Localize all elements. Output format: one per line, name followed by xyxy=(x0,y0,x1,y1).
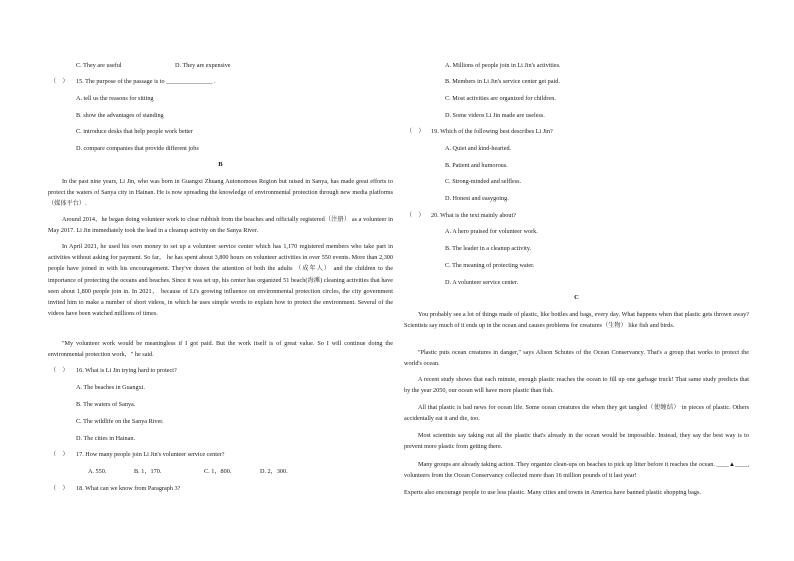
q19-paren: （ ） xyxy=(406,128,425,135)
q18-option-c: C. Most activities are organized for children. xyxy=(445,95,556,102)
q19-option-b: B. Patient and humorous. xyxy=(445,162,508,169)
q19-question: 19. Which of the following best describes Li Jin? xyxy=(431,128,553,135)
q18-option-d: D. Some videos Li Jin made are useless. xyxy=(445,112,545,119)
q14-option-c: C. They are useful xyxy=(76,62,122,69)
q15-option-b: B. show the advantages of standing xyxy=(76,112,164,119)
passage-c-paragraph-7: Experts also encourage people to use less plastic. Many cities and towns in America have banned plastic shopping bags. xyxy=(404,489,701,496)
q16-question: 16. What is Li Jin trying hard to protect? xyxy=(76,367,177,374)
q19-option-a: A. Quiet and kind-hearted. xyxy=(445,145,512,152)
q16-option-d: D. The cities in Hainan. xyxy=(76,435,135,442)
q20-option-a: A. A hero praised for volunteer work. xyxy=(445,228,538,235)
passage-c-paragraph-5: Most scientists say taking out all the plastic that's already in the ocean would be impossible. Instead, they say the best way is to prevent more plastic from getting there. xyxy=(404,432,749,451)
q19-option-d: D. Honest and easygoing. xyxy=(445,195,509,202)
q20-option-b: B. The leader in a cleanup activity. xyxy=(445,245,532,252)
q17-option-a: A. 550. xyxy=(88,468,107,475)
q17-paren: （ ） xyxy=(50,451,69,458)
q18-option-a: A. Millions of people join in Li Jin's activities. xyxy=(445,62,561,69)
q15-option-c: C. introduce desks that help people work better xyxy=(76,128,193,135)
q15-option-a: A. tell us the reasons for sitting xyxy=(76,95,154,102)
q16-option-c: C. The wildlife on the Sanya River. xyxy=(76,418,164,425)
section-c-heading: C xyxy=(574,294,579,301)
passage-b-paragraph-3: In April 2021, he used his own money to set up a volunteer service center which has 1,170 registered members who take part in activities without asking for payment. So far， he has spent about 3,800 hours on volunteer activities in over 550 events. More than 2,300 people have joined in with his encouragement. They've drawn the attention of both the adults （成年人） and the children to the importance of protecting the oceans and beaches. Since it was set up, his center has organized 51 beach(海滩) cleaning activities that have seen about 1,800 people join in. In 2021， because of Li's growing influence on environmental protection circles, the city government invited him to make a number of short videos, in which he uses simple words to explain how to protect the environment. Several of the videos have been watched millions of times. xyxy=(48,243,393,318)
q20-option-d: D. A volunteer service center. xyxy=(445,279,519,286)
q16-option-b: B. The waters of Sanya. xyxy=(76,401,136,408)
q18-option-b: B. Members in Li Jin's service center get paid. xyxy=(445,78,560,85)
q16-option-a: A. The beaches in Guangxi. xyxy=(76,384,145,391)
passage-c-paragraph-1: You probably see a lot of things made of plastic, like bottles and bags, every day. What happens when that plastic gets thrown away? Scientists say much of it ends up in the ocean and causes problems for creatures（生物） like fish and birds. xyxy=(404,311,749,330)
q18-question: 18. What can we know from Paragraph 3? xyxy=(76,485,181,492)
passage-b-paragraph-4: "My volunteer work would be meaningless if I got paid. But the work itself is of great value. So I will continue doing the environmental protection work，" he said. xyxy=(48,340,393,359)
q19-option-c: C. Strong-minded and selfless. xyxy=(445,178,522,185)
passage-c-paragraph-6: Many groups are already taking action. They organize clean-ups on beaches to pick up litter before it reaches the ocean. ____▲____, volunteers from the Ocean Conservancy collected more than 16 million pounds of it last year! xyxy=(404,461,749,480)
q14-option-d: D. They are expensive xyxy=(175,62,231,69)
q15-option-d: D. compare companies that provide different jobs xyxy=(76,145,199,152)
passage-b-paragraph-2: Around 2014，he began doing volunteer work to clear rubbish from the beaches and officially registered（注册） as a volunteer in May 2017. Li Jin immediately took the lead in a cleanup activity on the Sanya River. xyxy=(48,216,393,235)
q17-option-d: D. 2，300. xyxy=(260,468,288,475)
q17-question: 17. How many people join Li Jin's volunteer service center? xyxy=(76,451,225,458)
passage-b-paragraph-1: In the past nine years, Li Jin, who was born in Guangxi Zhuang Autonomous Region but raised in Sanya, has made great efforts to protect the waters of Sanya city in Hainan. He is now spreading the knowledge of environmental protection through new media platforms （媒体平台）. xyxy=(48,178,393,208)
q16-paren: （ ） xyxy=(50,367,69,374)
q20-question: 20. What is the text mainly about? xyxy=(431,212,516,219)
q17-option-c: C. 1，800. xyxy=(204,468,232,475)
q18-paren: （ ） xyxy=(50,485,69,492)
q20-paren: （ ） xyxy=(406,212,425,219)
q15-paren: （ ） xyxy=(50,78,69,85)
passage-c-paragraph-4: All that plastic is bad news for ocean life. Some ocean creatures die when they get tangled（使缠结） in pieces of plastic. Others accidentally eat it and die, too. xyxy=(404,404,749,423)
section-b-heading: B xyxy=(218,161,223,168)
passage-c-paragraph-2: "Plastic puts ocean creatures in danger," says Alison Schutes of the Ocean Conservancy. That's a group that works to protect the world's ocean. xyxy=(404,349,749,368)
q17-option-b: B. 1，170. xyxy=(134,468,162,475)
passage-c-paragraph-3: A recent study shows that each minute, enough plastic reaches the ocean to fill up one garbage truck! That same study predicts that by the year 2050, our ocean will have more plastic than fish. xyxy=(404,376,749,395)
q20-option-c: C. The meaning of protecting water. xyxy=(445,262,535,269)
q15-question: 15. The purpose of the passage is to _______________ . xyxy=(76,78,216,85)
